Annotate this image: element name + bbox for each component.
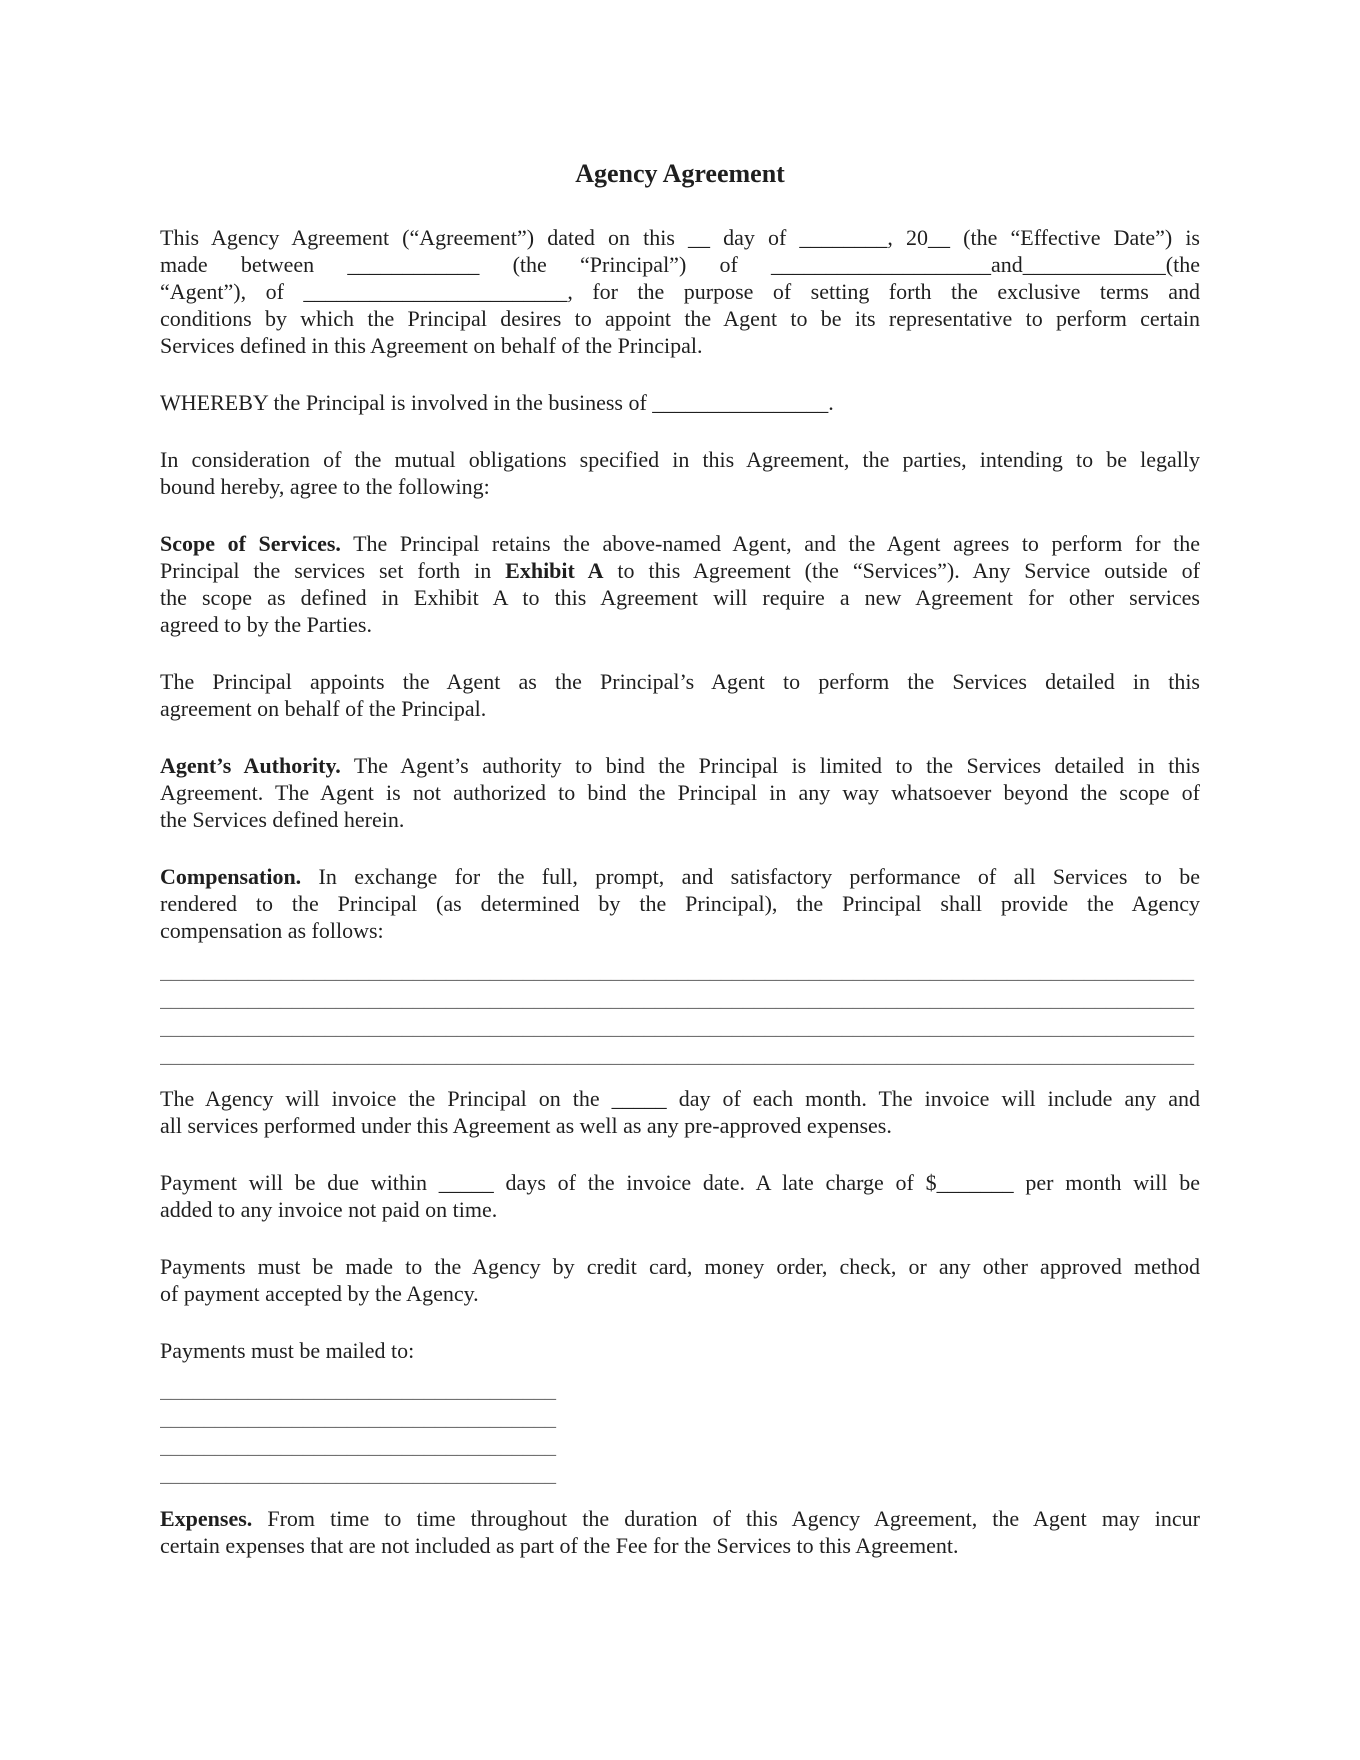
appointment-paragraph bbox=[160, 668, 1200, 722]
text-run: rendered to the Principal (as determined by the Principal), the Principal shall provide the Agency bbox=[160, 891, 1200, 916]
blank-line: ____________________________________ bbox=[160, 1433, 556, 1458]
text-run: compensation as follows: bbox=[160, 918, 384, 943]
text-run: Payment will be due within _____ days of the invoice date. A late charge of $_______ per month will be bbox=[160, 1170, 1200, 1195]
whereby-paragraph bbox=[160, 389, 1200, 416]
paragraph-line bbox=[160, 917, 1200, 944]
paragraph-line bbox=[160, 668, 1200, 695]
paragraph-line bbox=[160, 1169, 1200, 1196]
paragraph-line bbox=[160, 251, 1200, 278]
expenses-paragraph bbox=[160, 1505, 1200, 1559]
text-run: The Agent’s authority to bind the Principal is limited to the Services detailed in this bbox=[340, 753, 1200, 778]
document-body bbox=[160, 224, 1200, 1559]
paragraph-line bbox=[160, 1112, 1200, 1139]
text-run: The Agency will invoice the Principal on the _____ day of each month. The invoice will include any and bbox=[160, 1086, 1200, 1111]
compensation-blank-lines bbox=[160, 957, 1200, 1069]
bold-text-run: Compensation. bbox=[160, 864, 302, 889]
text-run: conditions by which the Principal desires to appoint the Agent to be its representative to perform certain bbox=[160, 306, 1200, 331]
text-run: WHEREBY the Principal is involved in the business of ________________. bbox=[160, 390, 834, 415]
text-run: This Agency Agreement (“Agreement”) dated on this __ day of ________, 20__ (the “Effective Date”) is bbox=[160, 225, 1200, 250]
paragraph-line bbox=[160, 278, 1200, 305]
text-run: the scope as defined in Exhibit A to this Agreement will require a new Agreement for other services bbox=[160, 585, 1200, 610]
payment-due-paragraph bbox=[160, 1169, 1200, 1223]
paragraph-line bbox=[160, 863, 1200, 890]
document-title: Agency Agreement bbox=[575, 159, 785, 188]
text-run: to this Agreement (the “Services”). Any Service outside of bbox=[603, 558, 1201, 583]
paragraph-line bbox=[160, 557, 1200, 584]
text-run: The Principal retains the above-named Agent, and the Agent agrees to perform for the bbox=[340, 531, 1201, 556]
paragraph-line bbox=[160, 611, 1200, 638]
blank-line: ______________________________________________________________________________________________ bbox=[160, 1042, 1194, 1067]
text-run: The Principal appoints the Agent as the Principal’s Agent to perform the Services detailed in this bbox=[160, 669, 1200, 694]
paragraph-line bbox=[160, 305, 1200, 332]
blank-line: ____________________________________ bbox=[160, 1461, 556, 1486]
bold-text-run: Scope of Services. bbox=[160, 531, 341, 556]
text-run: In exchange for the full, prompt, and satisfactory performance of all Services to be bbox=[301, 864, 1200, 889]
blank-line: ____________________________________ bbox=[160, 1377, 556, 1402]
text-run: From time to time throughout the duration of this Agency Agreement, the Agent may incur bbox=[252, 1506, 1200, 1531]
text-run: In consideration of the mutual obligations specified in this Agreement, the parties, intending to be legally bbox=[160, 447, 1200, 472]
paragraph-line bbox=[160, 530, 1200, 557]
bold-text-run: Exhibit A bbox=[505, 558, 604, 583]
text-run: made between ____________ (the “Principal”) of ____________________and_____________(the bbox=[160, 252, 1200, 277]
text-run: Services defined in this Agreement on behalf of the Principal. bbox=[160, 333, 703, 358]
text-run: added to any invoice not paid on time. bbox=[160, 1197, 498, 1222]
paragraph-line bbox=[160, 779, 1200, 806]
paragraph-line bbox=[160, 446, 1200, 473]
paragraph-line bbox=[160, 332, 1200, 359]
intro-paragraph bbox=[160, 224, 1200, 359]
text-run: Principal the services set forth in bbox=[160, 558, 506, 583]
paragraph-line bbox=[160, 389, 1200, 416]
paragraph-line bbox=[160, 890, 1200, 917]
compensation-paragraph bbox=[160, 863, 1200, 944]
paragraph-line bbox=[160, 1505, 1200, 1532]
payment-methods-paragraph bbox=[160, 1253, 1200, 1307]
paragraph-line bbox=[160, 752, 1200, 779]
agents-authority-paragraph bbox=[160, 752, 1200, 833]
text-run: Payments must be mailed to: bbox=[160, 1338, 415, 1363]
mailing-paragraph bbox=[160, 1337, 1200, 1364]
mailing-blank-lines bbox=[160, 1376, 1200, 1488]
paragraph-line bbox=[160, 473, 1200, 500]
invoice-paragraph bbox=[160, 1085, 1200, 1139]
text-run: all services performed under this Agreement as well as any pre-approved expenses. bbox=[160, 1113, 892, 1138]
text-run: “Agent”), of ________________________, for the purpose of setting forth the exclusive terms and bbox=[160, 279, 1200, 304]
text-run: of payment accepted by the Agency. bbox=[160, 1281, 479, 1306]
paragraph-line bbox=[160, 1196, 1200, 1223]
paragraph-line bbox=[160, 1280, 1200, 1307]
paragraph-line bbox=[160, 584, 1200, 611]
bold-text-run: Agent’s Authority. bbox=[160, 753, 341, 778]
paragraph-line bbox=[160, 806, 1200, 833]
text-run: bound hereby, agree to the following: bbox=[160, 474, 490, 499]
scope-of-services-paragraph bbox=[160, 530, 1200, 638]
text-run: certain expenses that are not included as part of the Fee for the Services to this Agreement. bbox=[160, 1533, 959, 1558]
paragraph-line bbox=[160, 1337, 1200, 1364]
paragraph-line bbox=[160, 224, 1200, 251]
blank-line: ______________________________________________________________________________________________ bbox=[160, 1014, 1194, 1039]
text-run: agreement on behalf of the Principal. bbox=[160, 696, 487, 721]
bold-text-run: Expenses. bbox=[160, 1506, 253, 1531]
text-run: Agreement. The Agent is not authorized to bind the Principal in any way whatsoever beyond the scope of bbox=[160, 780, 1200, 805]
consideration-paragraph bbox=[160, 446, 1200, 500]
blank-line: ______________________________________________________________________________________________ bbox=[160, 958, 1194, 983]
blank-line: ____________________________________ bbox=[160, 1405, 556, 1430]
paragraph-line bbox=[160, 1085, 1200, 1112]
text-run: agreed to by the Parties. bbox=[160, 612, 372, 637]
text-run: Payments must be made to the Agency by credit card, money order, check, or any other approved method bbox=[160, 1254, 1200, 1279]
paragraph-line bbox=[160, 1253, 1200, 1280]
text-run: the Services defined herein. bbox=[160, 807, 405, 832]
paragraph-line bbox=[160, 695, 1200, 722]
blank-line: ______________________________________________________________________________________________ bbox=[160, 986, 1194, 1011]
paragraph-line bbox=[160, 1532, 1200, 1559]
